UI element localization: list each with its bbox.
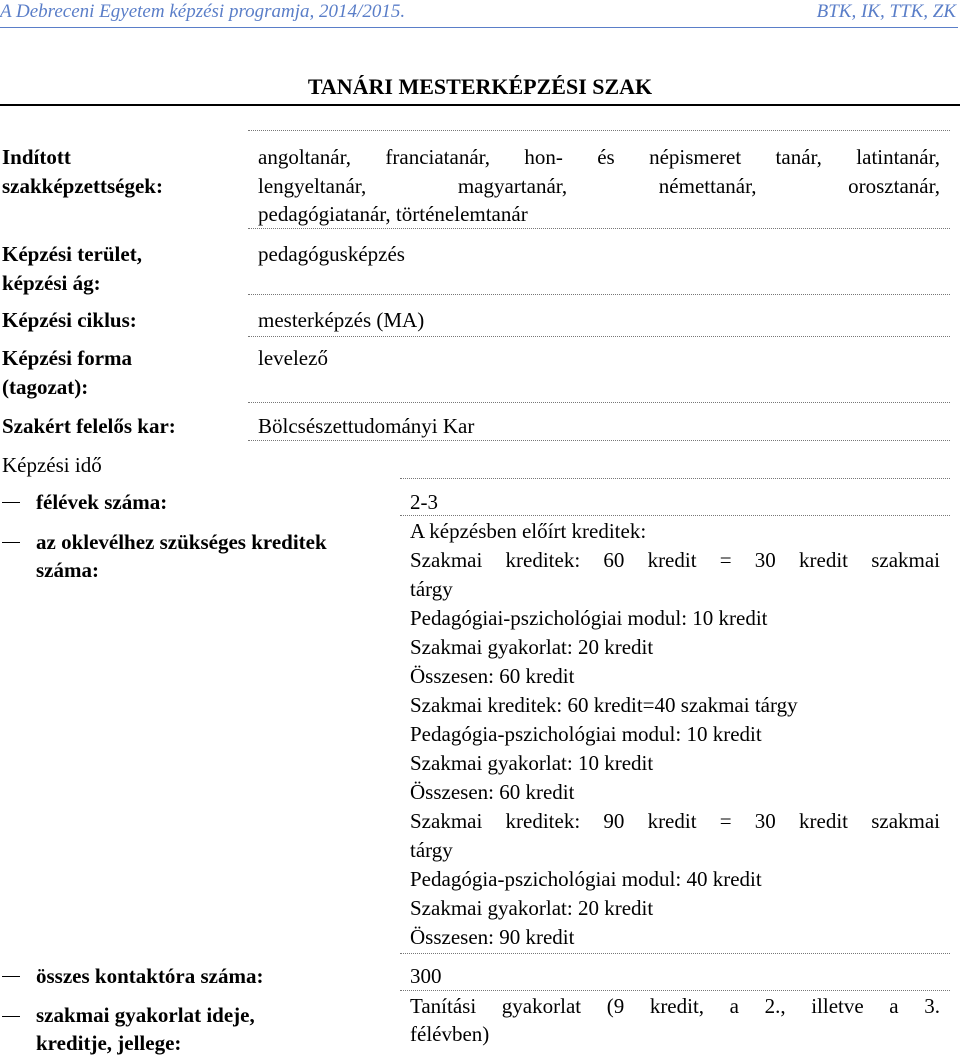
- credits-line: Összesen: 90 kredit: [410, 925, 575, 949]
- credits-line: tárgy: [410, 838, 453, 862]
- semesters-value: 2-3: [410, 490, 438, 514]
- credits-line: Összesen: 60 kredit: [410, 780, 575, 804]
- qualifications-value-line-1: angoltanár, franciatanár, hon- és népismeret tanár, latintanár,: [258, 145, 940, 169]
- row-divider: [248, 294, 950, 295]
- form-label-line-2: (tagozat):: [2, 375, 89, 399]
- contact-hours-label: összes kontaktóra száma:: [36, 964, 264, 988]
- credits-label-line-1: az oklevélhez szükséges kreditek: [36, 530, 327, 554]
- form-label-line-1: Képzési forma: [2, 346, 133, 370]
- running-header-right: BTK, IK, TTK, ZK: [816, 1, 956, 22]
- header-divider: [0, 27, 958, 28]
- row-divider: [400, 990, 950, 991]
- credits-line: Szakmai gyakorlat: 20 kredit: [410, 635, 654, 659]
- practice-label-line-2: kreditje, jellege:: [36, 1031, 182, 1055]
- qualifications-value-line-2: lengyeltanár, magyartanár, némettanár, orosztanár,: [258, 174, 940, 198]
- row-divider: [248, 336, 950, 337]
- credits-line: Szakmai kreditek: 60 kredit=40 szakmai tárgy: [410, 693, 798, 717]
- practice-value-line-2: félévben): [410, 1022, 490, 1046]
- credits-line: Szakmai gyakorlat: 10 kredit: [410, 751, 654, 775]
- running-header-left: A Debreceni Egyetem képzési programja, 2014/2015.: [0, 1, 406, 22]
- duration-label: Képzési idő: [2, 453, 102, 477]
- page-title: TANÁRI MESTERKÉPZÉSI SZAK: [307, 74, 653, 99]
- cycle-label: Képzési ciklus:: [2, 308, 137, 332]
- contact-hours-value: 300: [410, 964, 442, 988]
- faculty-label: Szakért felelős kar:: [2, 414, 176, 438]
- title-divider: [0, 104, 960, 106]
- cycle-value: mesterképzés (MA): [258, 308, 425, 332]
- row-divider: [248, 228, 950, 229]
- qualifications-label-line-2: szakképzettségek:: [2, 174, 163, 198]
- area-value: pedagógusképzés: [258, 242, 405, 266]
- credits-label-line-2: száma:: [36, 558, 99, 582]
- faculty-value: Bölcsészettudományi Kar: [258, 414, 475, 438]
- area-label-line-2: képzési ág:: [2, 271, 101, 295]
- credits-breakdown: [410, 517, 940, 952]
- row-divider: [400, 478, 950, 479]
- row-divider: [248, 130, 950, 131]
- practice-value-line-1: Tanítási gyakorlat (9 kredit, a 2., illetve a 3.: [410, 994, 940, 1018]
- row-divider: [400, 515, 950, 516]
- credits-line: Összesen: 60 kredit: [410, 664, 575, 688]
- row-divider: [248, 440, 950, 441]
- row-divider: [248, 402, 950, 403]
- form-value: levelező: [258, 346, 328, 370]
- credits-line: tárgy: [410, 577, 453, 601]
- credits-line: Szakmai gyakorlat: 20 kredit: [410, 896, 654, 920]
- list-dash: [2, 542, 20, 543]
- list-dash: [2, 502, 20, 503]
- qualifications-label-line-1: Indított: [2, 145, 71, 169]
- credits-line: Szakmai kreditek: 60 kredit = 30 kredit szakmai: [410, 548, 940, 572]
- practice-label-line-1: szakmai gyakorlat ideje,: [36, 1003, 255, 1027]
- list-dash: [2, 1016, 20, 1017]
- credits-line: Szakmai kreditek: 90 kredit = 30 kredit szakmai: [410, 809, 940, 833]
- list-dash: [2, 976, 20, 977]
- credits-line: A képzésben előírt kreditek:: [410, 519, 647, 543]
- credits-line: Pedagógia-pszichológiai modul: 40 kredit: [410, 867, 762, 891]
- semesters-label: félévek száma:: [36, 490, 168, 514]
- credits-line: Pedagógia-pszichológiai modul: 10 kredit: [410, 722, 762, 746]
- row-divider: [400, 953, 950, 954]
- qualifications-value-line-3: pedagógiatanár, történelemtanár: [258, 202, 528, 226]
- area-label-line-1: Képzési terület,: [2, 242, 142, 266]
- credits-line: Pedagógiai-pszichológiai modul: 10 kredit: [410, 606, 768, 630]
